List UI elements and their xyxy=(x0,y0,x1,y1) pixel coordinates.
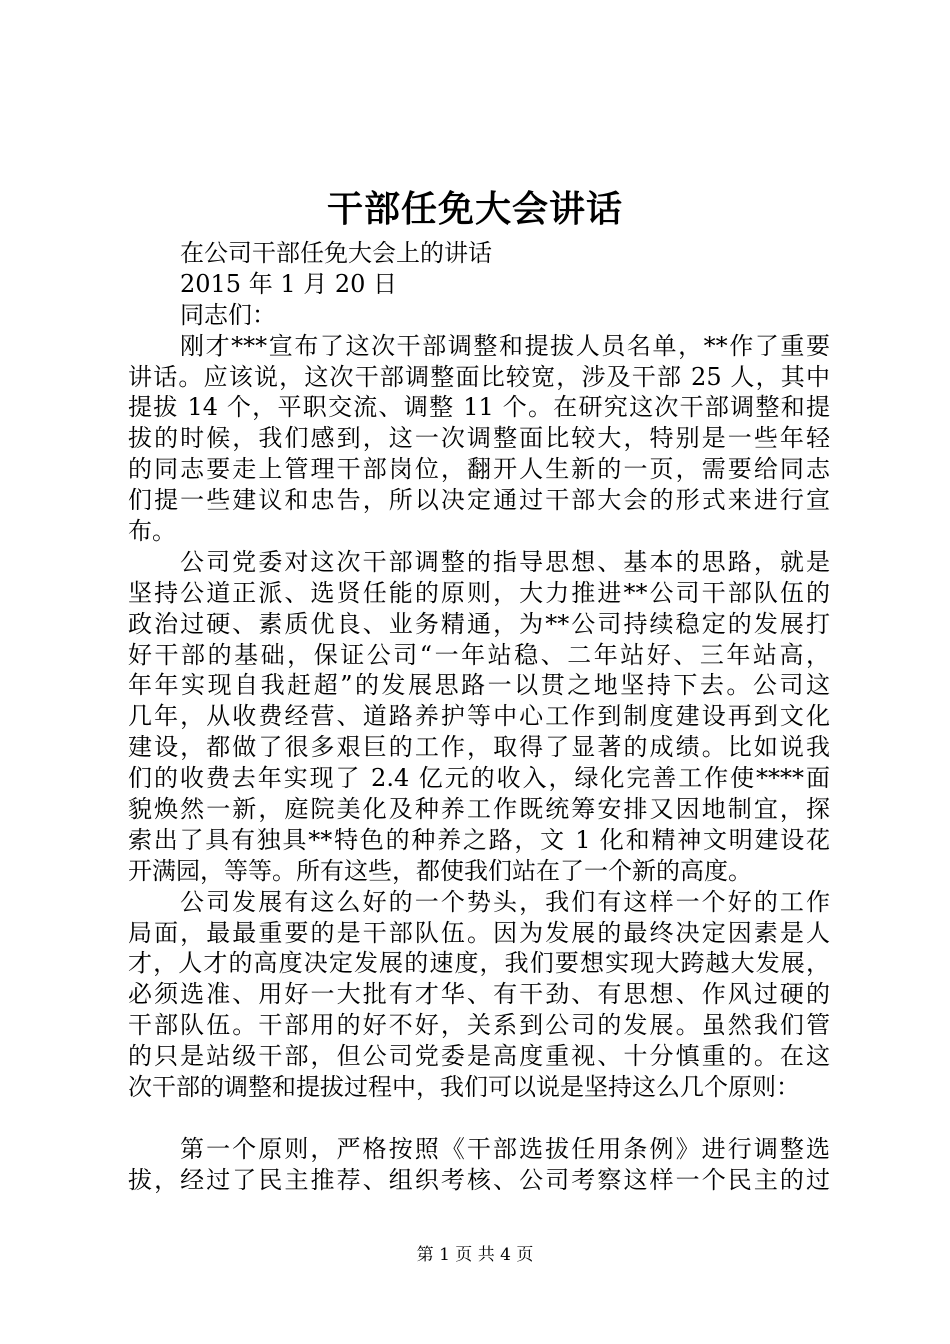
body-line: 建设，都做了很多艰巨的工作，取得了显著的成绩。比如说我 xyxy=(128,733,830,762)
body-line: 貌焕然一新，庭院美化及种养工作既统筹安排又因地制宜，探 xyxy=(128,795,830,824)
body-line: 提拔 14 个，平职交流、调整 11 个。在研究这次干部调整和提 xyxy=(128,393,830,422)
body-line: 刚才***宣布了这次干部调整和提拔人员名单，**作了重要 xyxy=(180,331,830,360)
body-line: 讲话。应该说，这次干部调整面比较宽，涉及干部 25 人，其中 xyxy=(128,362,830,391)
body-line: 公司发展有这么好的一个势头，我们有这样一个好的工作 xyxy=(180,887,830,916)
body-line: 拔的时候，我们感到，这一次调整面比较大，特别是一些年轻 xyxy=(128,424,830,453)
body-line: 的只是站级干部，但公司党委是高度重视、十分慎重的。在这 xyxy=(128,1042,830,1071)
body-line: 干部队伍。干部用的好不好，关系到公司的发展。虽然我们管 xyxy=(128,1011,830,1040)
body-line: 政治过硬、素质优良、业务精通，为**公司持续稳定的发展打 xyxy=(128,609,830,638)
body-line: 第一个原则，严格按照《干部选拔任用条例》进行调整选 xyxy=(180,1134,830,1163)
paragraph-gap xyxy=(128,1103,830,1134)
body-line: 局面，最最重要的是干部队伍。因为发展的最终决定因素是人 xyxy=(128,918,830,947)
page-footer: 第 1 页 共 4 页 xyxy=(416,1245,534,1265)
body-line: 们的收费去年实现了 2.4 亿元的收入，绿化完善工作使****面 xyxy=(128,764,830,793)
body-line: 们提一些建议和忠告，所以决定通过干部大会的形式来进行宣 xyxy=(128,486,830,515)
body-line: 好干部的基础，保证公司“一年站稳、二年站好、三年站高， xyxy=(128,640,830,669)
body-line: 布。 xyxy=(128,517,176,546)
body-line: 次干部的调整和提拔过程中，我们可以说是坚持这么几个原则： xyxy=(128,1073,800,1102)
body-line: 才，人才的高度决定发展的速度，我们要想实现大跨越大发展， xyxy=(128,949,830,978)
body-line: 坚持公道正派、选贤任能的原则，大力推进**公司干部队伍的 xyxy=(128,578,830,607)
document-body xyxy=(128,238,830,1196)
body-line: 年年实现自我赶超”的发展思路一以贯之地坚持下去。公司这 xyxy=(128,671,830,700)
body-line: 公司党委对这次干部调整的指导思想、基本的思路，就是 xyxy=(180,547,830,576)
document-title: 干部任免大会讲话 xyxy=(326,188,623,230)
body-line: 同志们： xyxy=(180,300,276,329)
body-line: 开满园，等等。所有这些，都使我们站在了一个新的高度。 xyxy=(128,856,752,885)
body-line: 拔，经过了民主推荐、组织考核、公司考察这样一个民主的过 xyxy=(128,1165,830,1194)
body-line: 几年，从收费经营、道路养护等中心工作到制度建设再到文化 xyxy=(128,702,830,731)
body-line: 的同志要走上管理干部岗位，翻开人生新的一页，需要给同志 xyxy=(128,455,830,484)
body-line: 2015 年 1 月 20 日 xyxy=(180,269,398,298)
body-line: 在公司干部任免大会上的讲话 xyxy=(180,239,492,267)
body-line: 索出了具有独具**特色的种养之路，文 1 化和精神文明建设花 xyxy=(128,825,830,854)
body-line: 必须选准、用好一大批有才华、有干劲、有思想、作风过硬的 xyxy=(128,980,830,1009)
